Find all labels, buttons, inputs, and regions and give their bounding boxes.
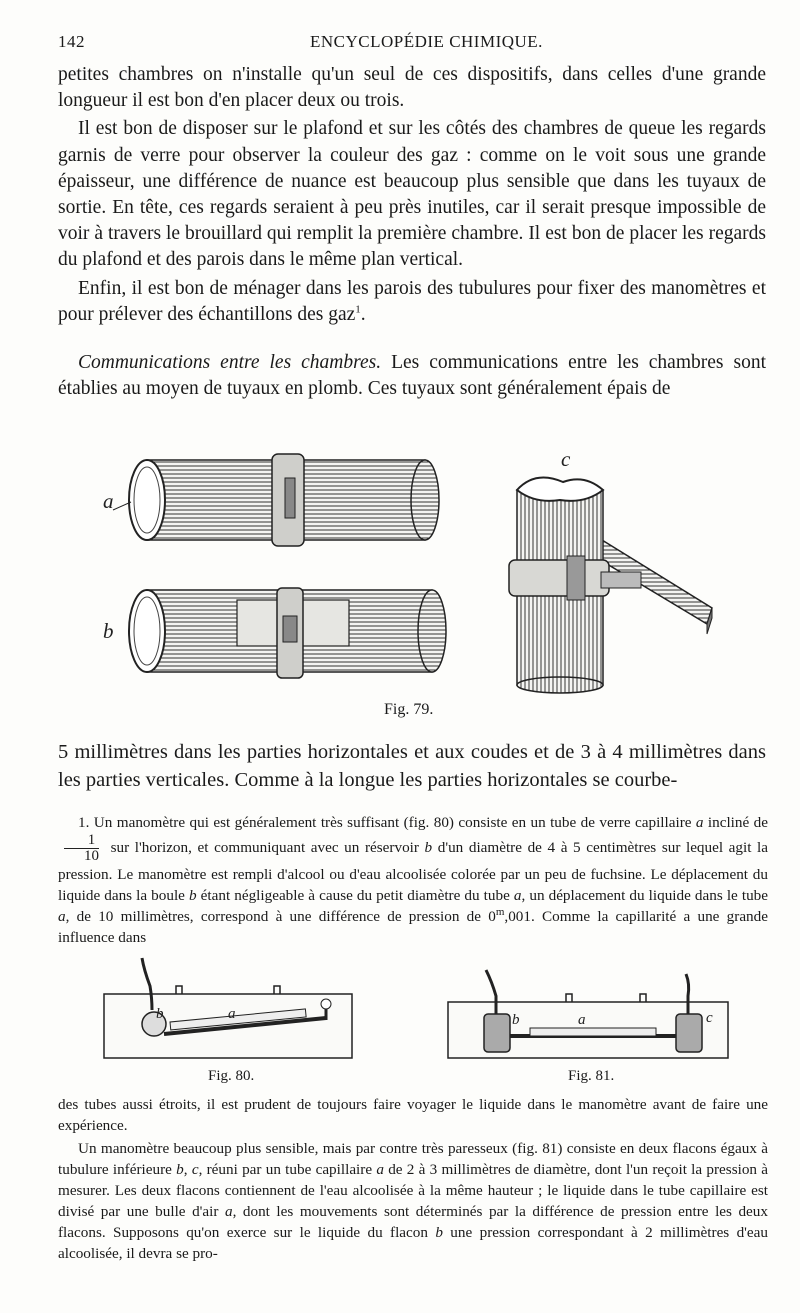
- pipe-c-drawing: [509, 478, 712, 694]
- paragraph-3: [58, 276, 766, 328]
- footnote-text-7: , de 10 millimètres, correspond à une différence de pression de 0: [65, 908, 496, 925]
- footnote-cont-2: [58, 1138, 768, 1264]
- footnote-continuation: [58, 1094, 768, 1264]
- paragraph-2: Il est bon de disposer sur le plafond et sur les côtés des chambres de queue les regards garnis de verre pour observer la couleur des gaz : comme on le voit sous une grande épaisseur, une différence de nuance est beaucoup plus sensible que dans les tuyaux de sortie. En tête, ces regards seraient à peu près inutiles, car il serait presque impossible de voir à travers le brouillard qui remplit la première chambre. Il est bon de placer les regards du plafond et des parois dans le même plan vertical.: [58, 118, 766, 271]
- figure-80-label-b: b: [156, 1006, 164, 1022]
- footnote-cont-var-b: b: [435, 1224, 443, 1241]
- figure-80-drawing: [104, 958, 352, 1058]
- footnote-cont-text-e: , dont les mouvements sont déterminés par la différence de pression entre les deux flacons. Supposons qu'on exerce sur le liquide du flacon: [58, 1203, 768, 1241]
- body-text-top: [58, 62, 766, 402]
- figure-81-drawing: [448, 970, 728, 1058]
- unit-superscript: m: [495, 905, 505, 918]
- figure-79-caption: Fig. 79.: [384, 701, 434, 718]
- footnote-cont-text-c: , réuni par un tube capillaire: [198, 1161, 377, 1178]
- footnote-cont-var-a: a: [224, 1203, 233, 1220]
- figure-79-label-a: a: [103, 489, 114, 513]
- footnote-text-6: , un déplacement du liquide dans le tube: [521, 887, 768, 904]
- paragraph-3-end: .: [360, 303, 366, 325]
- footnote-1: [58, 812, 768, 948]
- footnote-cont-var-a: a: [376, 1161, 384, 1178]
- footnote-cont-var-b: b: [176, 1161, 184, 1178]
- figure-81-label-b: b: [512, 1012, 520, 1028]
- figure-81-caption: Fig. 81.: [568, 1068, 615, 1084]
- footnote-var-b: b: [189, 887, 197, 904]
- footnote-text-1: Un manomètre qui est généralement très suffisant (fig. 80) consiste en un tube de verre capillaire: [89, 814, 696, 831]
- footnote-var-a: a: [513, 887, 522, 904]
- figure-81-label-c: c: [706, 1010, 713, 1026]
- footnote-text-8: ,001. Comme la capillarité a une grande influence dans: [58, 908, 768, 946]
- footnote-text-5: étant négligeable à cause du petit diamètre du tube: [196, 887, 514, 904]
- paragraph-4: [58, 350, 766, 402]
- pipe-a-drawing: [129, 454, 439, 546]
- figure-81-label-a: a: [578, 1012, 586, 1028]
- pipe-b-drawing: [129, 588, 446, 678]
- footnote-reference: 1: [355, 303, 361, 316]
- footnote-cont-text-f: une pression correspondant à 2 millimètres d'eau alcoolisée, il devra se pro-: [58, 1224, 768, 1262]
- footnote-var-b: b: [424, 838, 433, 856]
- paragraph-1: petites chambres on n'installe qu'un seul de ces dispositifs, dans celles d'une grande longueur il est bon d'en placer deux ou trois.: [58, 64, 766, 112]
- footnote-text-3: sur l'horizon, et communiquant avec un réservoir: [110, 838, 425, 856]
- running-title: ENCYCLOPÉDIE CHIMIQUE.: [310, 32, 543, 51]
- section-heading-italic: Communications entre les chambres.: [78, 352, 382, 374]
- page-number: 142: [58, 32, 85, 51]
- footnote-cont-var-c: c: [191, 1161, 199, 1178]
- figure-79-label-b: b: [103, 619, 114, 643]
- footnote-var-a: a: [695, 814, 704, 831]
- fraction-one-tenth: [64, 833, 99, 864]
- footnote-cont-text-b: ,: [183, 1161, 192, 1178]
- footnote-cont-text-d: de 2 à 3 millimètres de diamètre, dont l'un reçoit la pression à mesurer. Les deux flacons contiennent de l'eau alcoolisée à la même hauteur ; le liquide dans le tube capillaire est divisé par une bulle d'air: [58, 1161, 769, 1220]
- footnote-cont-text-a: Un manomètre beaucoup plus sensible, mais par contre très paresseux (fig. 81) consiste en deux flacons égaux à tubulure inférieure: [58, 1140, 768, 1178]
- fraction-numerator: 1: [64, 833, 99, 849]
- figure-80-label-a: a: [228, 1006, 236, 1022]
- paragraph-3-text: Enfin, il est bon de ménager dans les parois des tubulures pour fixer des manomètres et pour prélever des échantillons des gaz: [58, 277, 766, 325]
- footnote-cont-1: des tubes aussi étroits, il est prudent de toujours faire voyager le liquide dans le manomètre avant de faire une expérience.: [58, 1096, 768, 1134]
- body-text-bottom: [58, 738, 766, 794]
- footnote-var-a: a: [58, 908, 66, 925]
- paragraph-4-text: Les communications entre les chambres sont établies au moyen de tuyaux en plomb. Ces tuyaux sont généralement épais de: [58, 352, 766, 400]
- footnote-text-4: d'un diamètre de 4 à 5 centimètres sur lequel agit la pression. Le manomètre est rempli d'alcool ou d'eau alcoolisée colorée par un peu de fuchsine. Le déplacement du liquide dans la boule: [58, 838, 769, 904]
- figure-80-81-illustration: [100, 952, 740, 1064]
- footnote-text-2: incliné de: [703, 814, 768, 831]
- figure-79-label-c: c: [561, 448, 571, 471]
- footnote-block: [58, 812, 768, 948]
- figure-79-illustration: [95, 448, 775, 698]
- figure-80-caption: Fig. 80.: [208, 1068, 255, 1084]
- fraction-denominator: 10: [84, 848, 99, 864]
- page-header: [58, 32, 764, 56]
- footnote-number: 1.: [78, 814, 90, 831]
- paragraph-5: 5 millimètres dans les parties horizontales et aux coudes et de 3 à 4 millimètres dans les parties verticales. Comme à la longue les parties horizontales se courbe-: [58, 741, 766, 791]
